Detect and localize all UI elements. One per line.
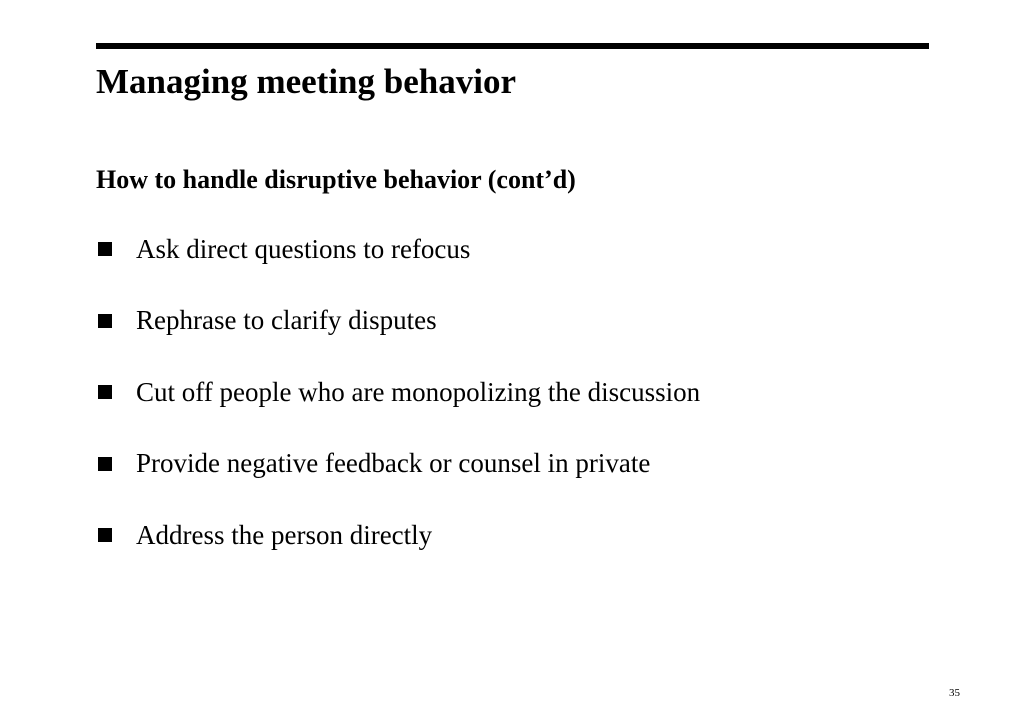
page-title: Managing meeting behavior bbox=[96, 62, 516, 101]
square-bullet-icon bbox=[98, 314, 112, 328]
bullet-text: Address the person directly bbox=[136, 519, 433, 550]
bullet-text: Provide negative feedback or counsel in private bbox=[136, 448, 651, 478]
list-item bbox=[96, 231, 700, 267]
bullet-text: Ask direct questions to refocus bbox=[136, 233, 471, 264]
section-subtitle: How to handle disruptive behavior (cont’d) bbox=[96, 165, 576, 194]
bullet-text: Cut off people who are monopolizing the discussion bbox=[136, 376, 701, 407]
list-item bbox=[96, 517, 700, 553]
square-bullet-icon bbox=[98, 385, 112, 399]
bullet-list bbox=[96, 231, 700, 589]
list-item bbox=[96, 374, 700, 410]
list-item bbox=[96, 446, 700, 482]
square-bullet-icon bbox=[98, 528, 112, 542]
title-rule bbox=[96, 43, 929, 49]
square-bullet-icon bbox=[98, 457, 112, 471]
page-number: 35 bbox=[949, 687, 960, 699]
list-item bbox=[96, 303, 700, 339]
bullet-text: Rephrase to clarify disputes bbox=[136, 305, 437, 335]
square-bullet-icon bbox=[98, 242, 112, 256]
